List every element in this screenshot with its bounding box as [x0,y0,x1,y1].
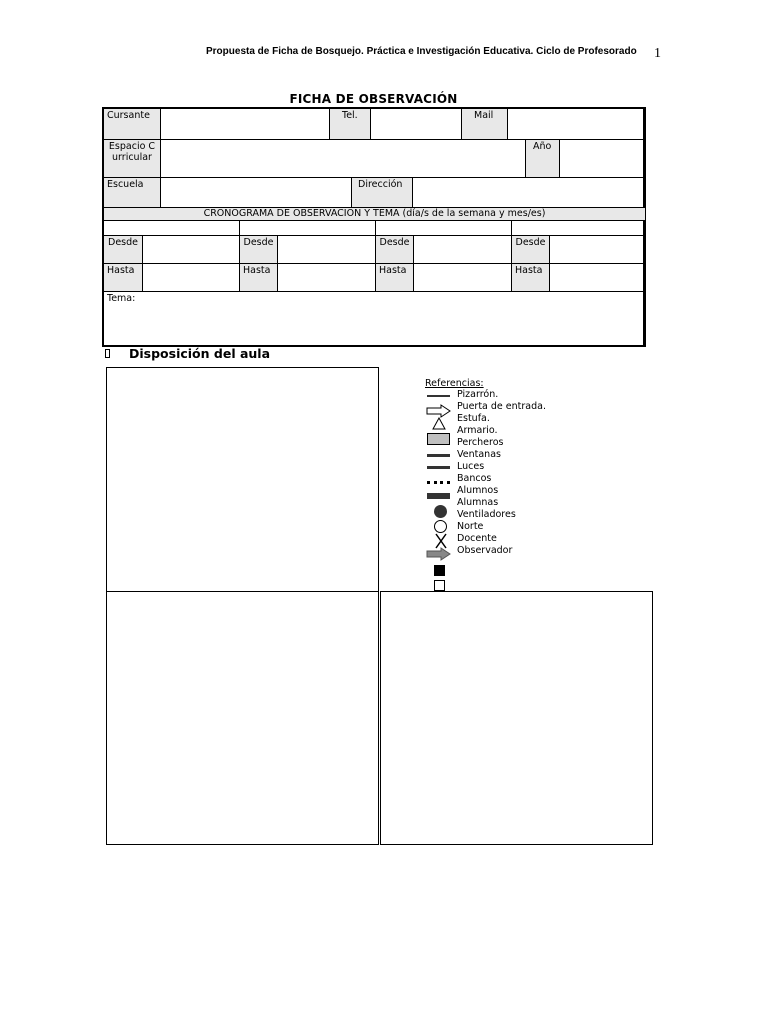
ref-label-ventiladores: Ventiladores [457,509,516,520]
empty-circle-icon [434,520,447,533]
field-anio[interactable] [560,140,645,178]
ref-label-estufa: Estufa. [457,413,490,424]
cronograma-heading: CRONOGRAMA DE OBSERVACIÓN Y TEMA (día/s de la semana y mes/es) [104,208,645,221]
label-anio: Año [526,140,560,178]
field-hasta-1[interactable] [143,264,240,292]
page-number: 1 [654,46,661,61]
label-hasta-3: Hasta [376,264,414,292]
field-tema[interactable] [104,292,645,345]
line-icon [427,454,450,457]
label-desde-1: Desde [104,236,143,264]
field-espacio-curricular[interactable] [161,140,526,178]
filled-square-icon [434,565,445,576]
section-heading: Disposición del aula [129,346,271,361]
field-hasta-3[interactable] [414,264,512,292]
gray-arrow-icon [426,547,451,561]
running-header: Propuesta de Ficha de Bosquejo. Práctica e Investigación Educativa. Ciclo de Profesorado [206,46,637,57]
day-cell-2[interactable] [240,221,376,236]
field-tel[interactable] [371,109,462,140]
ref-label-pizarron: Pizarrón. [457,389,499,400]
label-tel: Tel. [330,109,371,140]
field-direccion[interactable] [413,178,645,208]
classroom-sketch-box-1[interactable] [106,367,379,592]
references-title: Referencias: [425,378,484,389]
field-hasta-2[interactable] [278,264,376,292]
ref-label-alumnas: Alumnas [457,497,499,508]
field-desde-3[interactable] [414,236,512,264]
empty-square-icon [434,580,445,591]
field-desde-4[interactable] [550,236,645,264]
label-escuela: Escuela [104,178,161,208]
line-icon [427,395,450,397]
label-tema: Tema: [107,293,136,304]
day-cell-1[interactable] [104,221,240,236]
line-icon [427,466,450,469]
ref-label-ventanas: Ventanas [457,449,501,460]
field-mail[interactable] [508,109,645,140]
ref-label-bancos: Bancos [457,473,492,484]
ref-label-puerta: Puerta de entrada. [457,401,546,412]
label-espacio-curricular: Espacio Curricular [104,140,161,178]
ref-label-docente: Docente [457,533,497,544]
label-mail: Mail [462,109,508,140]
field-cursante[interactable] [161,109,330,140]
ref-label-norte: Norte [457,521,484,532]
label-desde-3: Desde [376,236,414,264]
ref-label-percheros: Percheros [457,437,504,448]
label-cursante: Cursante [104,109,161,140]
label-hasta-2: Hasta [240,264,278,292]
label-hasta-1: Hasta [104,264,143,292]
gray-rectangle-icon [427,433,450,445]
thick-line-icon [427,493,450,499]
field-desde-1[interactable] [143,236,240,264]
dotted-line-icon [427,481,450,484]
day-cell-4[interactable] [512,221,645,236]
bullet-icon [105,349,110,358]
ref-label-armario: Armario. [457,425,498,436]
filled-circle-icon [434,505,447,518]
ref-label-alumnos: Alumnos [457,485,499,496]
ref-label-luces: Luces [457,461,485,472]
classroom-sketch-box-3[interactable] [380,591,653,845]
label-desde-4: Desde [512,236,550,264]
label-hasta-4: Hasta [512,264,550,292]
day-cell-3[interactable] [376,221,512,236]
ref-label-observador: Observador [457,545,513,556]
field-desde-2[interactable] [278,236,376,264]
outline-arrow-icon [426,404,451,418]
field-hasta-4[interactable] [550,264,645,292]
label-desde-2: Desde [240,236,278,264]
classroom-sketch-box-2[interactable] [106,591,379,845]
label-direccion: Dirección [352,178,413,208]
form-title: FICHA DE OBSERVACIÓN [289,92,458,106]
field-escuela[interactable] [161,178,352,208]
triangle-icon [432,417,446,430]
observation-form [102,107,646,347]
